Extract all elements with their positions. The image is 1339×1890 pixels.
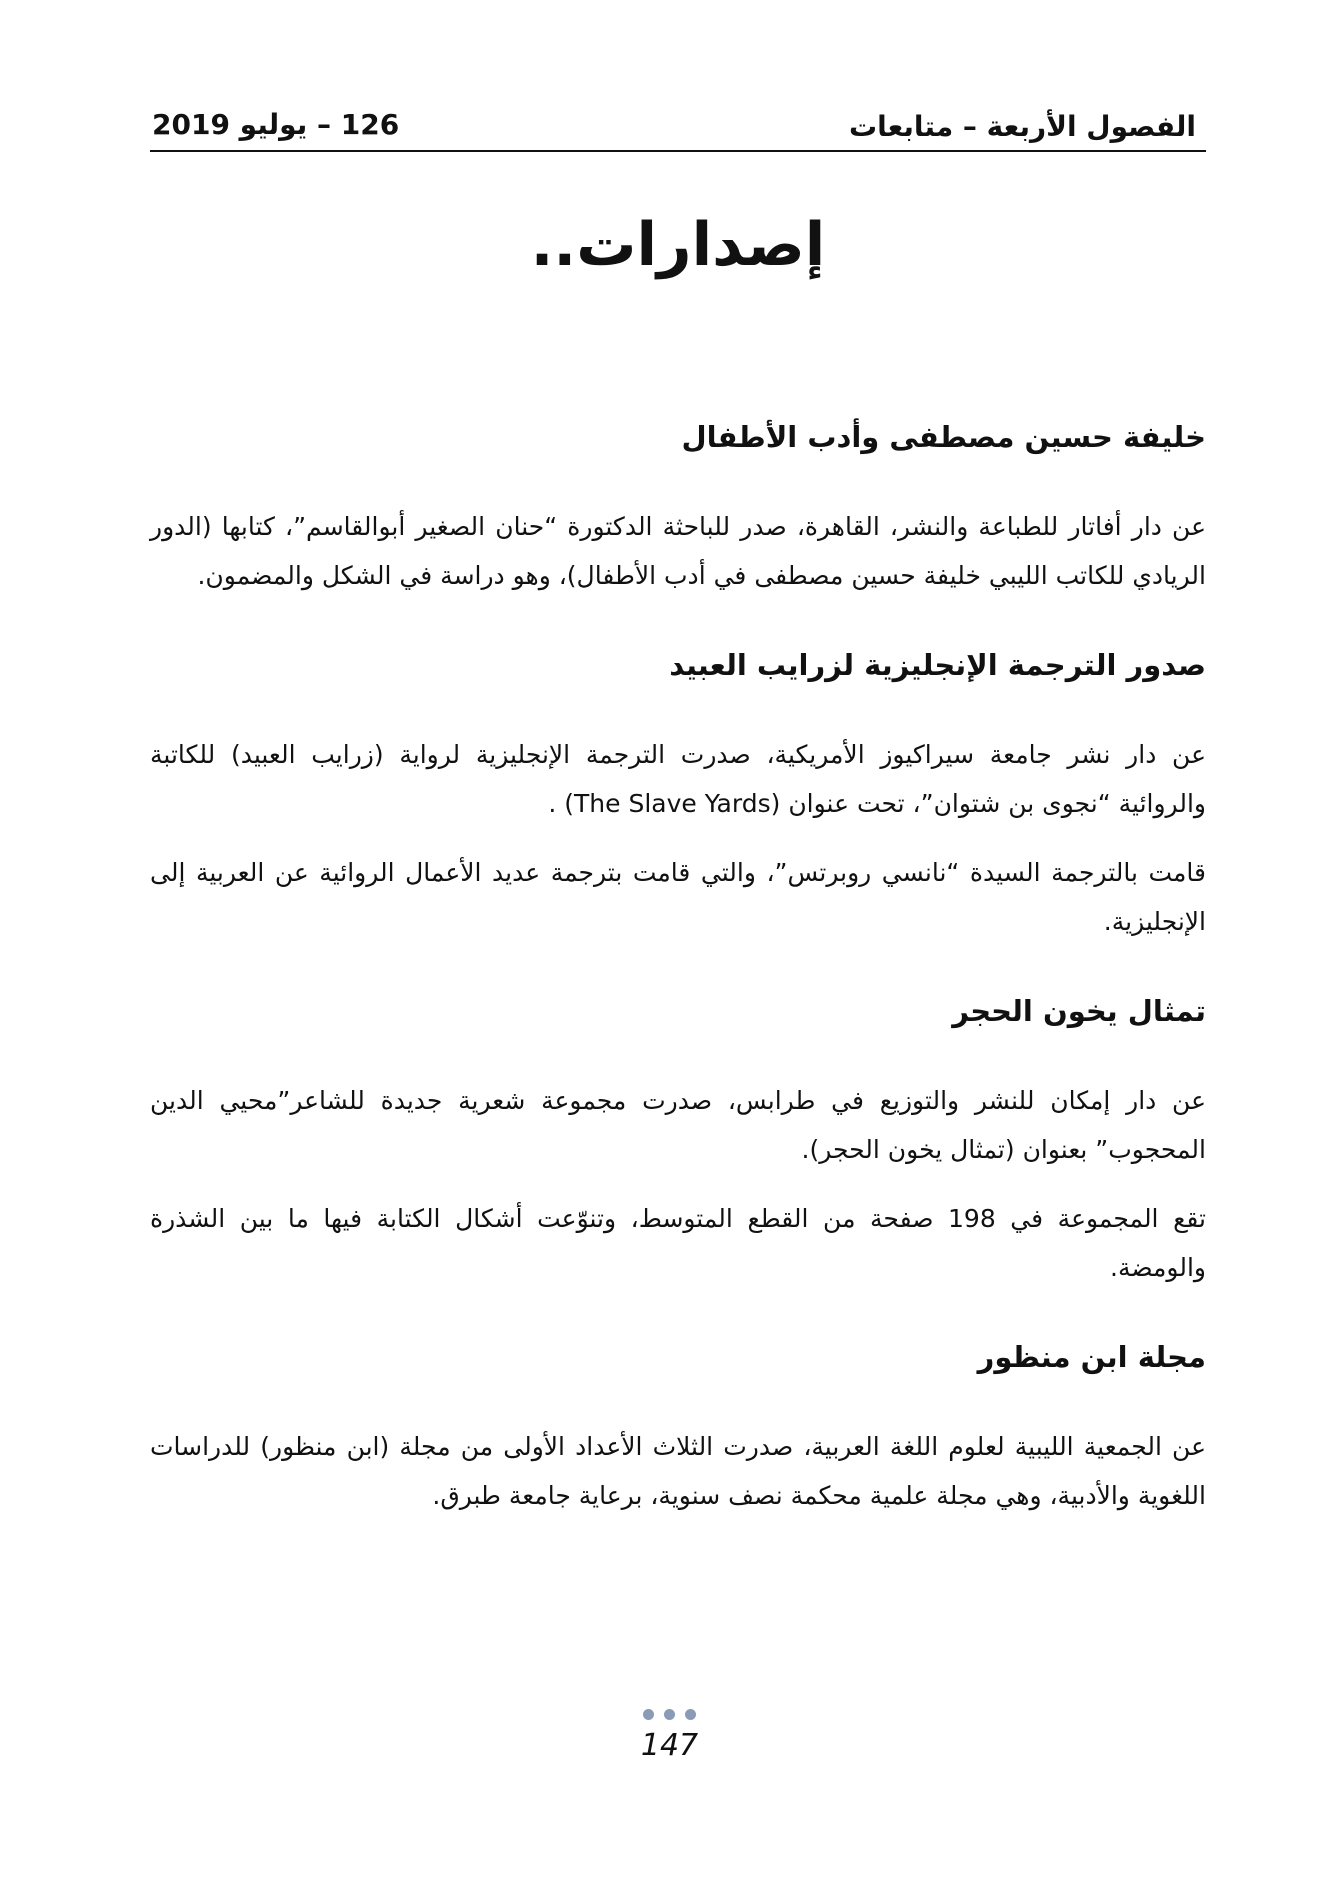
section-heading: صدور الترجمة الإنجليزية لزرايب العبيد bbox=[669, 648, 1206, 682]
page-title: إصدارات.. bbox=[530, 210, 826, 280]
running-title: الفصول الأربعة – متابعات bbox=[848, 110, 1196, 143]
page-number: 147 bbox=[640, 1728, 699, 1763]
paragraph: عن دار أفاتار للطباعة والنشر، القاهرة، صدر للباحثة الدكتورة “حنان الصغير أبوالقاسم”، كتابها (الدور الريادي للكاتب الليبي خليفة حسين مصطفى في أدب الأطفال)، وهو دراسة في الشكل والمضمون. bbox=[150, 512, 1206, 590]
section-slave-yards bbox=[150, 638, 1206, 946]
page-header bbox=[150, 100, 1206, 152]
paragraph: عن دار إمكان للنشر والتوزيع في طرابس، صدرت مجموعة شعرية جديدة للشاعر”محيي الدين المحجوب” بعنوان (تمثال يخون الحجر). bbox=[150, 1086, 1206, 1164]
paragraph: تقع المجموعة في 198 صفحة من القطع المتوسط، وتنوّعت أشكال الكتابة فيها ما بين الشذرة والومضة. bbox=[150, 1204, 1206, 1282]
section-khalifa bbox=[150, 410, 1206, 600]
article-content bbox=[150, 410, 1206, 1520]
paragraph: عن الجمعية الليبية لعلوم اللغة العربية، صدرت الثلاث الأعداد الأولى من مجلة (ابن منظور) للدراسات اللغوية والأدبية، وهي مجلة علمية محكمة نصف سنوية، برعاية جامعة طبرق. bbox=[150, 1432, 1206, 1510]
ornament-dot bbox=[643, 1709, 654, 1720]
paragraph: عن دار نشر جامعة سيراكيوز الأمريكية، صدرت الترجمة الإنجليزية لرواية (زرايب العبيد) للكاتبة والروائية “نجوى بن شتوان”، تحت عنوان (The Slave Yards) . bbox=[150, 740, 1206, 818]
section-heading: خليفة حسين مصطفى وأدب الأطفال bbox=[681, 420, 1206, 454]
ornament-dot bbox=[685, 1709, 696, 1720]
paragraph: قامت بالترجمة السيدة “نانسي روبرتس”، والتي قامت بترجمة عديد الأعمال الروائية عن العربية إلى الإنجليزية. bbox=[150, 858, 1206, 936]
ornament-dot bbox=[664, 1709, 675, 1720]
footer-ornament bbox=[0, 1709, 1339, 1720]
issue-info: 126 – يوليو 2019 bbox=[152, 108, 400, 141]
section-ibn-manzour bbox=[150, 1330, 1206, 1520]
section-heading: تمثال يخون الحجر bbox=[952, 994, 1206, 1028]
section-heading: مجلة ابن منظور bbox=[977, 1340, 1206, 1374]
section-statue bbox=[150, 984, 1206, 1292]
